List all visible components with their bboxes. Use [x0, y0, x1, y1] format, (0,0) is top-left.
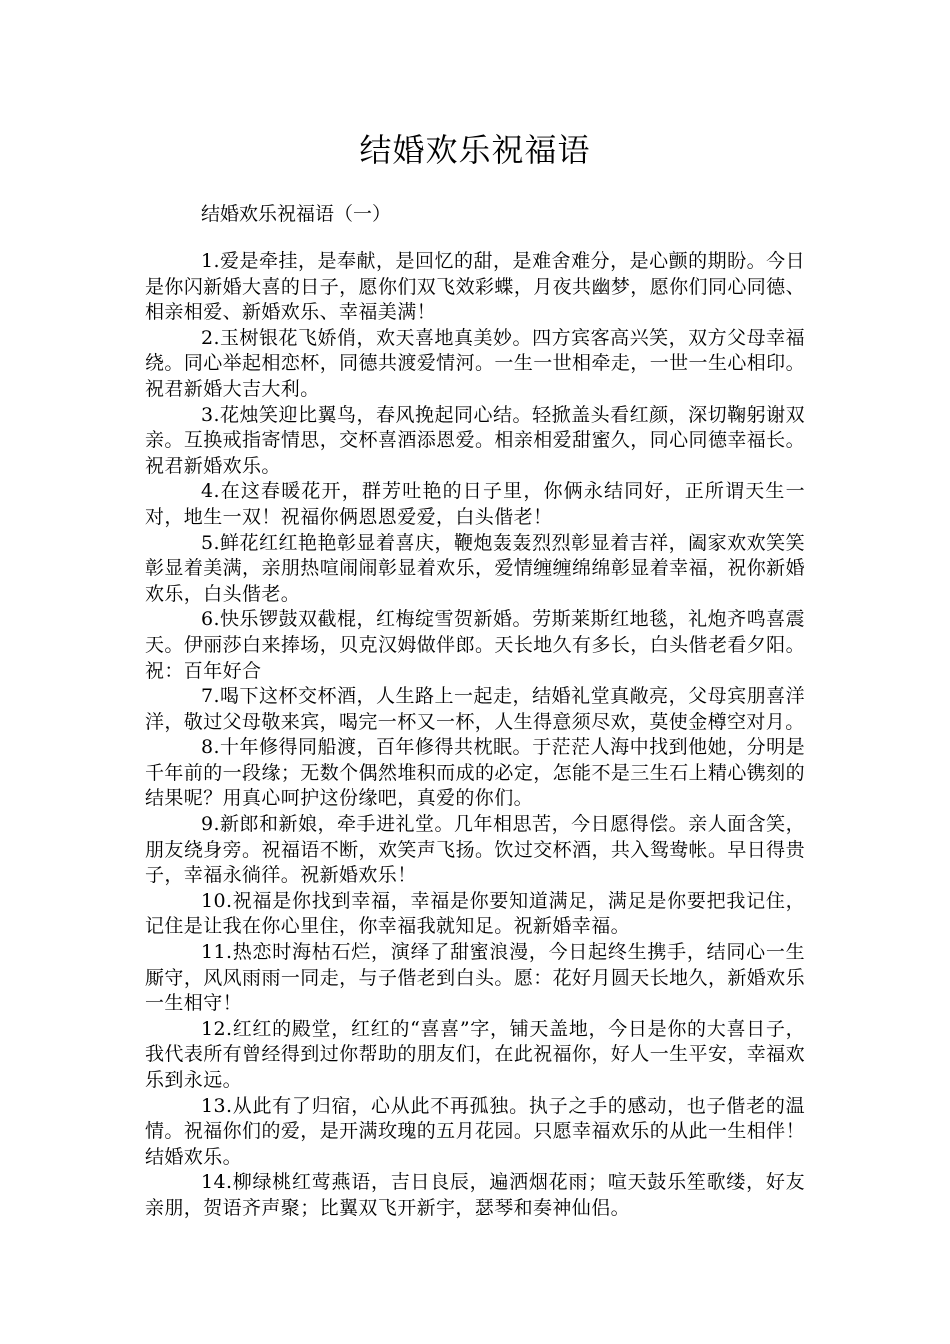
paragraph-8: 8.十年修得同船渡，百年修得共枕眠。于茫茫人海中找到他她，分明是千年前的一段缘；无数个偶然堆积而成的必定，怎能不是三生石上精心镌刻的结果呢？用真心呵护这份缘吧，真爱的你们。 [145, 736, 805, 810]
paragraph-6: 6.快乐锣鼓双截棍，红梅绽雪贺新婚。劳斯莱斯红地毯，礼炮齐鸣喜震天。伊丽莎白来捧场，贝克汉姆做伴郎。天长地久有多长，白头偕老看夕阳。祝：百年好合 [145, 608, 805, 682]
paragraph-4: 4.在这春暖花开，群芳吐艳的日子里，你俩永结同好，正所谓天生一对，地生一双！祝福你俩恩恩爱爱，白头偕老！ [145, 480, 805, 528]
paragraph-3: 3.花烛笑迎比翼鸟，春风挽起同心结。轻掀盖头看红颜，深切鞠躬谢双亲。互换戒指寄情思，交杯喜酒添恩爱。相亲相爱甜蜜久，同心同德幸福长。祝君新婚欢乐。 [145, 403, 805, 477]
paragraph-1: 1.爱是牵挂，是奉献，是回忆的甜，是难舍难分，是心颤的期盼。今日是你闪新婚大喜的日子，愿你们双飞效彩蝶，月夜共幽梦，愿你们同心同德、相亲相爱、新婚欢乐、幸福美满！ [145, 250, 805, 324]
paragraph-2: 2.玉树银花飞娇俏，欢天喜地真美妙。四方宾客高兴笑，双方父母幸福绕。同心举起相恋杯，同德共渡爱情河。一生一世相牵走，一世一生心相印。祝君新婚大吉大利。 [145, 326, 805, 400]
paragraph-14: 14.柳绿桃红莺燕语，吉日良辰，遍洒烟花雨；喧天鼓乐笙歌缕，好友亲朋，贺语齐声聚；比翼双飞开新宇，瑟琴和奏神仙侣。 [145, 1171, 805, 1219]
paragraph-5: 5.鲜花红红艳艳彰显着喜庆，鞭炮轰轰烈烈彰显着吉祥，阖家欢欢笑笑彰显着美满，亲朋热喧闹闹彰显着欢乐，爱情缠缠绵绵彰显着幸福，祝你新婚欢乐，白头偕老。 [145, 531, 805, 605]
paragraph-11: 11.热恋时海枯石烂，演绎了甜蜜浪漫，今日起终生携手，结同心一生厮守，风风雨雨一同走，与子偕老到白头。愿：花好月圆天长地久，新婚欢乐一生相守！ [145, 941, 805, 1015]
section-heading: 结婚欢乐祝福语（一） [201, 203, 392, 225]
paragraph-9: 9.新郎和新娘，牵手进礼堂。几年相思苦，今日愿得偿。亲人面含笑，朋友绕身旁。祝福语不断，欢笑声飞扬。饮过交杯酒，共入鸳鸯帐。早日得贵子，幸福永徜徉。祝新婚欢乐！ [145, 813, 805, 887]
paragraph-13: 13.从此有了归宿，心从此不再孤独。执子之手的感动，也子偕老的温情。祝福你们的爱，是开满玫瑰的五月花园。只愿幸福欢乐的从此一生相伴！结婚欢乐。 [145, 1094, 805, 1168]
paragraph-10: 10.祝福是你找到幸福，幸福是你要知道满足，满足是你要把我记住，记住是让我在你心里住，你幸福我就知足。祝新婚幸福。 [145, 889, 805, 938]
paragraph-12: 12.红红的殿堂，红红的“喜喜”字，铺天盖地，今日是你的大喜日子，我代表所有曾经得到过你帮助的朋友们，在此祝福你，好人一生平安，幸福欢乐到永远。 [145, 1017, 805, 1091]
document-title: 结婚欢乐祝福语 [359, 131, 591, 169]
paragraph-list [145, 249, 805, 1222]
paragraph-7: 7.喝下这杯交杯酒，人生路上一起走，结婚礼堂真敞亮，父母宾朋喜洋洋，敬过父母敬来宾，喝完一杯又一杯，人生得意须尽欢，莫使金樽空对月。 [145, 685, 805, 733]
